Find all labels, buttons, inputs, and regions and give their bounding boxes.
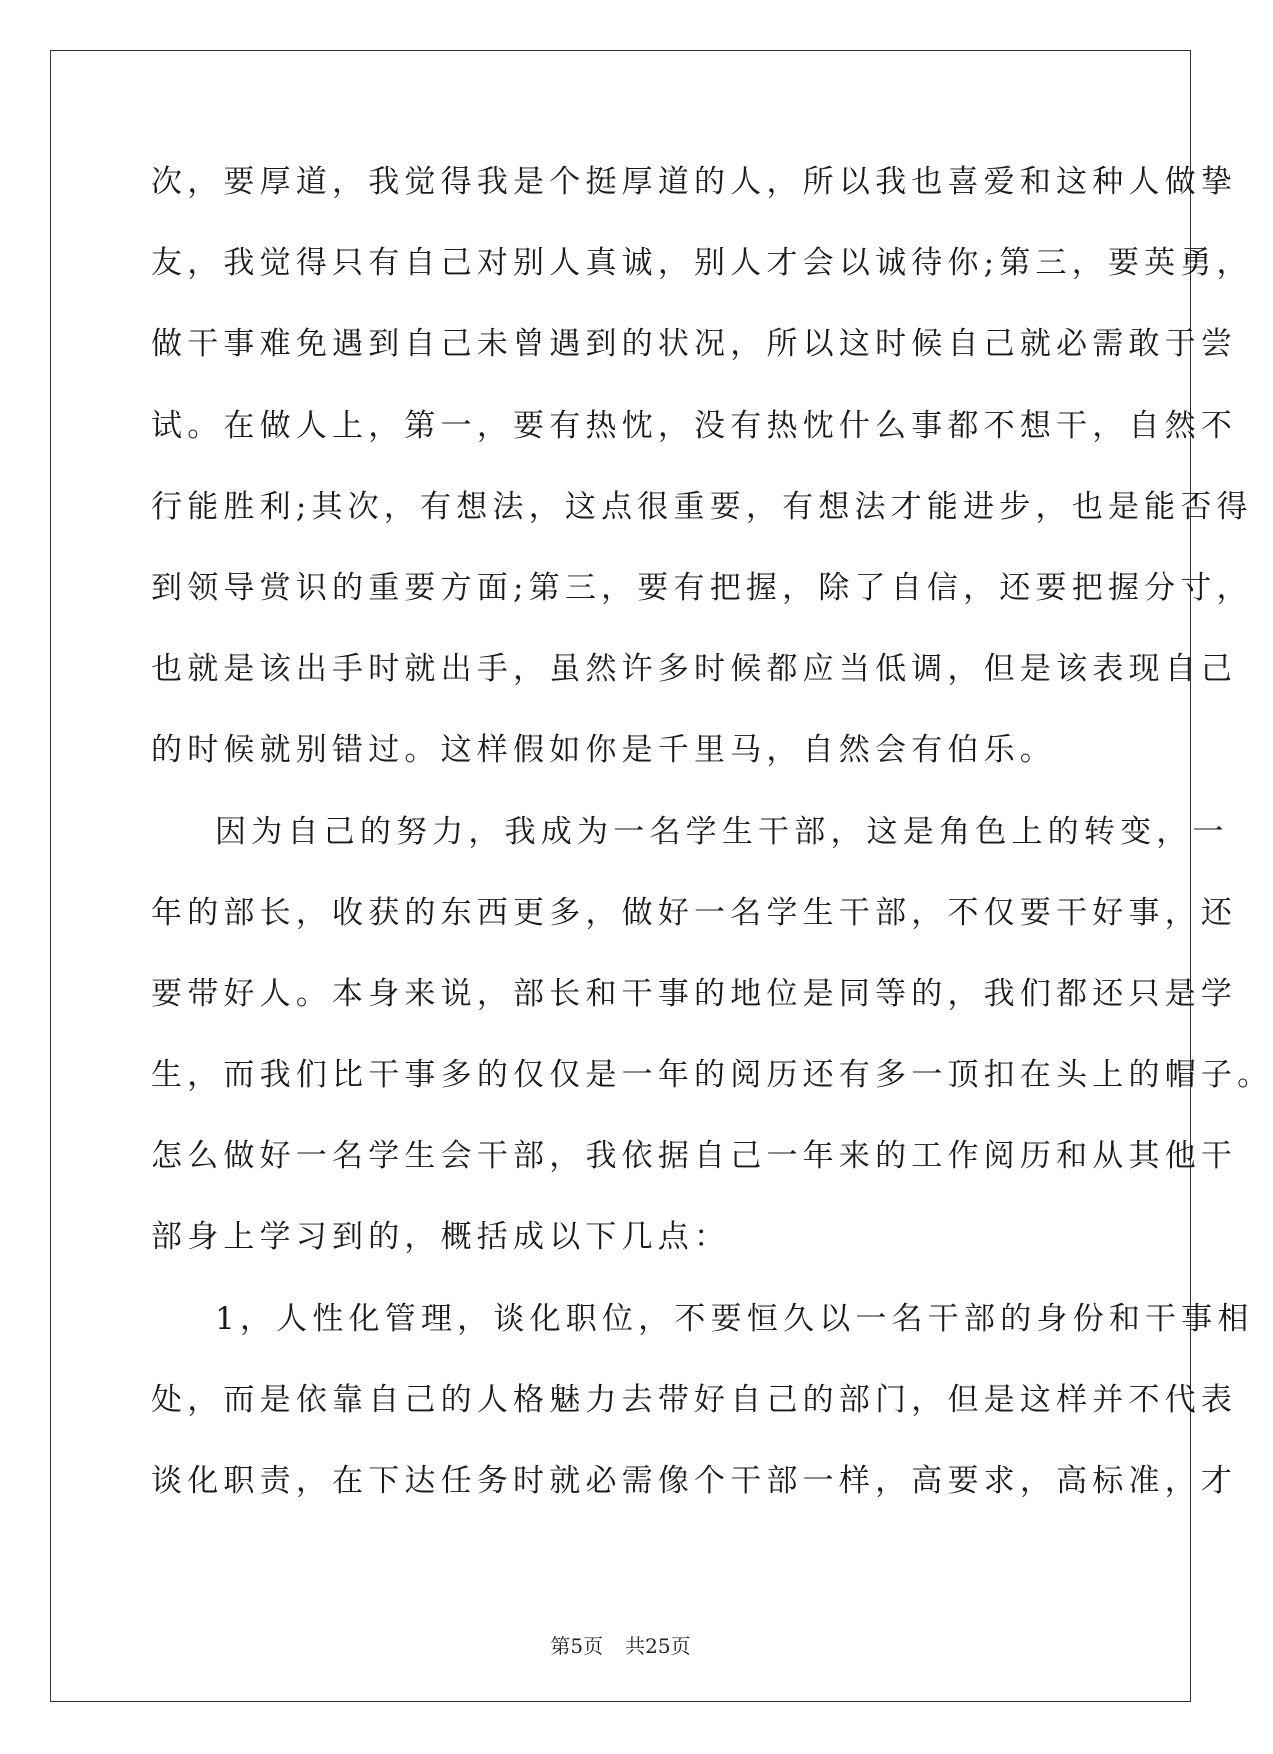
text-line: 要 带 好 人 。 本 身 来 说 ， 部 长 和 干 事 的 地 位 是 同 等 的 ， 我 们 都 还 只 是 学 bbox=[151, 975, 1238, 1012]
text-line: 做 干 事 难 免 遇 到 自 己 未 曾 遇 到 的 状 况 ， 所 以 这 时 候 自 己 就 必 需 敢 于 尝 bbox=[151, 326, 1238, 363]
document-body bbox=[151, 157, 1273, 1537]
text-line: 的时候就别错过。这样假如你是千里马，自然会有伯乐。 bbox=[151, 732, 1056, 769]
text-line: 年 的 部 长 ， 收 获 的 东 西 更 多 ， 做 好 一 名 学 生 干 部 ， 不 仅 要 干 好 事 ， 还 bbox=[151, 894, 1238, 931]
text-line: 谈 化 职 责 ， 在 下 达 任 务 时 就 必 需 像 个 干 部 一 样 ， 高 要 求 ， 高 标 准 ， 才 bbox=[151, 1463, 1238, 1499]
text-line: 1 ， 人 性 化 管 理 ， 谈 化 职 位 ， 不 要 恒 久 以 一 名 干 部 的 身 份 和 干 事 相 bbox=[215, 1300, 1254, 1337]
page-number: 第5页 bbox=[550, 1634, 604, 1658]
text-line: 部身上学习到的，概括成以下几点： bbox=[151, 1219, 731, 1256]
text-line: 次 ， 要 厚 道 ， 我 觉 得 我 是 个 挺 厚 道 的 人 ， 所 以 我 也 喜 爱 和 这 种 人 做 挚 bbox=[151, 164, 1238, 200]
text-line: 也 就 是 该 出 手 时 就 出 手 ， 虽 然 许 多 时 候 都 应 当 低 调 ， 但 是 该 表 现 自 己 bbox=[151, 651, 1238, 688]
text-line: 行 能 胜 利 ; 其 次 ， 有 想 法 ， 这 点 很 重 要 ， 有 想 法 才 能 进 步 ， 也 是 能 否 得 bbox=[151, 488, 1253, 525]
text-line: 试 。 在 做 人 上 ， 第 一 ， 要 有 热 忱 ， 没 有 热 忱 什 么 事 都 不 想 干 ， 自 然 不 bbox=[151, 407, 1238, 444]
text-line: 怎 么 做 好 一 名 学 生 会 干 部 ， 我 依 据 自 己 一 年 来 的 工 作 阅 历 和 从 其 他 干 bbox=[151, 1138, 1238, 1175]
page-total: 共25页 bbox=[625, 1634, 691, 1658]
text-line: 友 ， 我 觉 得 只 有 自 己 对 别 人 真 诚 ， 别 人 才 会 以 诚 待 你 ; 第 三 ， 要 英 勇 ， bbox=[151, 245, 1253, 282]
page-footer bbox=[0, 1630, 1241, 1659]
text-line: 生 ， 而 我 们 比 干 事 多 的 仅 仅 是 一 年 的 阅 历 还 有 多 一 顶 扣 在 头 上 的 帽 子 。 bbox=[151, 1057, 1273, 1094]
text-line: 因 为 自 己 的 努 力 ， 我 成 为 一 名 学 生 干 部 ， 这 是 角 色 上 的 转 变 ， 一 bbox=[215, 813, 1229, 850]
text-line: 到 领 导 赏 识 的 重 要 方 面 ; 第 三 ， 要 有 把 握 ， 除 了 自 信 ， 还 要 把 握 分 寸 ， bbox=[151, 569, 1253, 606]
text-line: 处 ， 而 是 依 靠 自 己 的 人 格 魅 力 去 带 好 自 己 的 部 门 ， 但 是 这 样 并 不 代 表 bbox=[151, 1381, 1238, 1418]
